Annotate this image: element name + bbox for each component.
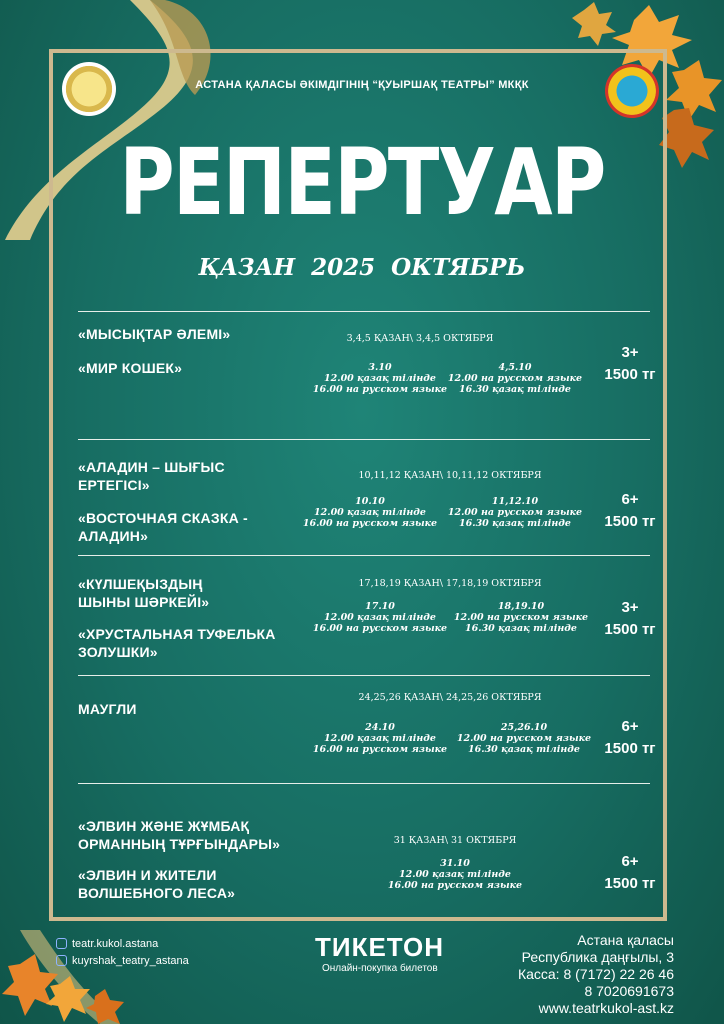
show-dates: 17,18,19 ҚАЗАН\ 17,18,19 ОКТЯБРЯ bbox=[358, 578, 542, 589]
organization-name: АСТАНА ҚАЛАСЫ ӘКІМДІГІНІҢ “ҚУЫРШАҚ ТЕАТРЫ” МКҚК bbox=[195, 79, 529, 91]
instagram-icon bbox=[56, 938, 67, 949]
age-price: 6+ 1500 тг bbox=[604, 491, 656, 530]
show-dates: 31 ҚАЗАН\ 31 ОКТЯБРЯ bbox=[393, 835, 517, 846]
page-title: РЕПЕРТУАР bbox=[119, 129, 605, 236]
schedule-col2: 11,12.10 12.00 на русском языке 16.30 қазақ тілінде bbox=[447, 496, 583, 529]
address-street: Республика даңғылы, 3 bbox=[521, 949, 674, 965]
age-price: 3+ 1500 тг bbox=[604, 344, 656, 383]
show-name-kz: «ЭЛВИН ЖӘНЕ ЖҰМБАҚ ОРМАННЫҢ ТҰРҒЫНДАРЫ» bbox=[78, 818, 281, 852]
age-price: 6+ 1500 тг bbox=[604, 853, 656, 892]
age-price: 3+ 1500 тг bbox=[604, 599, 656, 638]
schedule-col2: 18,19.10 12.00 на русском языке 16.30 қазақ тілінде bbox=[453, 601, 589, 634]
divider bbox=[78, 783, 650, 784]
divider bbox=[78, 675, 650, 676]
ticketon-subtitle: Онлайн-покупка билетов bbox=[322, 963, 438, 974]
instagram-link-2[interactable]: kuyrshak_teatry_astana bbox=[56, 955, 189, 967]
show-dates: 24,25,26 ҚАЗАН\ 24,25,26 ОКТЯБРЯ bbox=[358, 692, 542, 703]
schedule-col1: 3.10 12.00 қазақ тілінде 16.00 на русском языке bbox=[312, 362, 448, 395]
instagram-icon bbox=[56, 955, 67, 966]
schedule-col1: 31.10 12.00 қазақ тілінде 16.00 на русском языке bbox=[387, 858, 523, 891]
divider bbox=[78, 439, 650, 440]
show-name-kz: «АЛАДИН – ШЫҒЫС ЕРТЕГІСІ» bbox=[78, 459, 225, 493]
phone-box-office: Касса: 8 (7172) 22 26 46 bbox=[517, 966, 674, 982]
phone-mobile: 8 7020691673 bbox=[584, 983, 674, 999]
address-city: Астана қаласы bbox=[577, 932, 674, 948]
divider bbox=[78, 555, 650, 556]
schedule-col1: 10.10 12.00 қазақ тілінде 16.00 на русском языке bbox=[302, 496, 438, 529]
schedule-col1: 17.10 12.00 қазақ тілінде 16.00 на русском языке bbox=[312, 601, 448, 634]
show-name-kz: «МЫСЫҚТАР ӘЛЕМІ» bbox=[78, 326, 231, 342]
show-name-kz: МАУГЛИ bbox=[78, 701, 137, 717]
show-dates: 10,11,12 ҚАЗАН\ 10,11,12 ОКТЯБРЯ bbox=[358, 470, 542, 481]
ticketon-logo[interactable]: ТИКЕТОН bbox=[315, 932, 445, 962]
website-link[interactable]: www.teatrkukol-ast.kz bbox=[538, 1000, 674, 1016]
show-name-kz: «КҮЛШЕҚЫЗДЫҢ ШЫНЫ ШӘРКЕЙІ» bbox=[78, 576, 210, 610]
month-heading: ҚАЗАН 2025 ОКТЯБРЬ bbox=[198, 254, 526, 281]
schedule-col2: 4,5.10 12.00 на русском языке 16.30 қазақ тілінде bbox=[447, 362, 583, 395]
show-dates: 3,4,5 ҚАЗАН\ 3,4,5 ОКТЯБРЯ bbox=[346, 333, 494, 344]
show-name-ru: «ЭЛВИН И ЖИТЕЛИ ВОЛШЕБНОГО ЛЕСА» bbox=[78, 867, 236, 901]
schedule-col2: 25,26.10 12.00 на русском языке 16.30 қазақ тілінде bbox=[456, 722, 592, 755]
age-price: 6+ 1500 тг bbox=[604, 718, 656, 757]
instagram-link[interactable]: teatr.kukol.astana bbox=[56, 938, 158, 950]
schedule-col1: 24.10 12.00 қазақ тілінде 16.00 на русском языке bbox=[312, 722, 448, 755]
divider bbox=[78, 311, 650, 312]
show-name-ru: «ВОСТОЧНАЯ СКАЗКА - АЛАДИН» bbox=[78, 510, 248, 544]
astana-emblem bbox=[605, 64, 659, 118]
show-name-ru: «МИР КОШЕК» bbox=[78, 360, 183, 376]
contact-info bbox=[518, 932, 674, 1017]
show-name-ru: «ХРУСТАЛЬНАЯ ТУФЕЛЬКА ЗОЛУШКИ» bbox=[78, 626, 276, 660]
